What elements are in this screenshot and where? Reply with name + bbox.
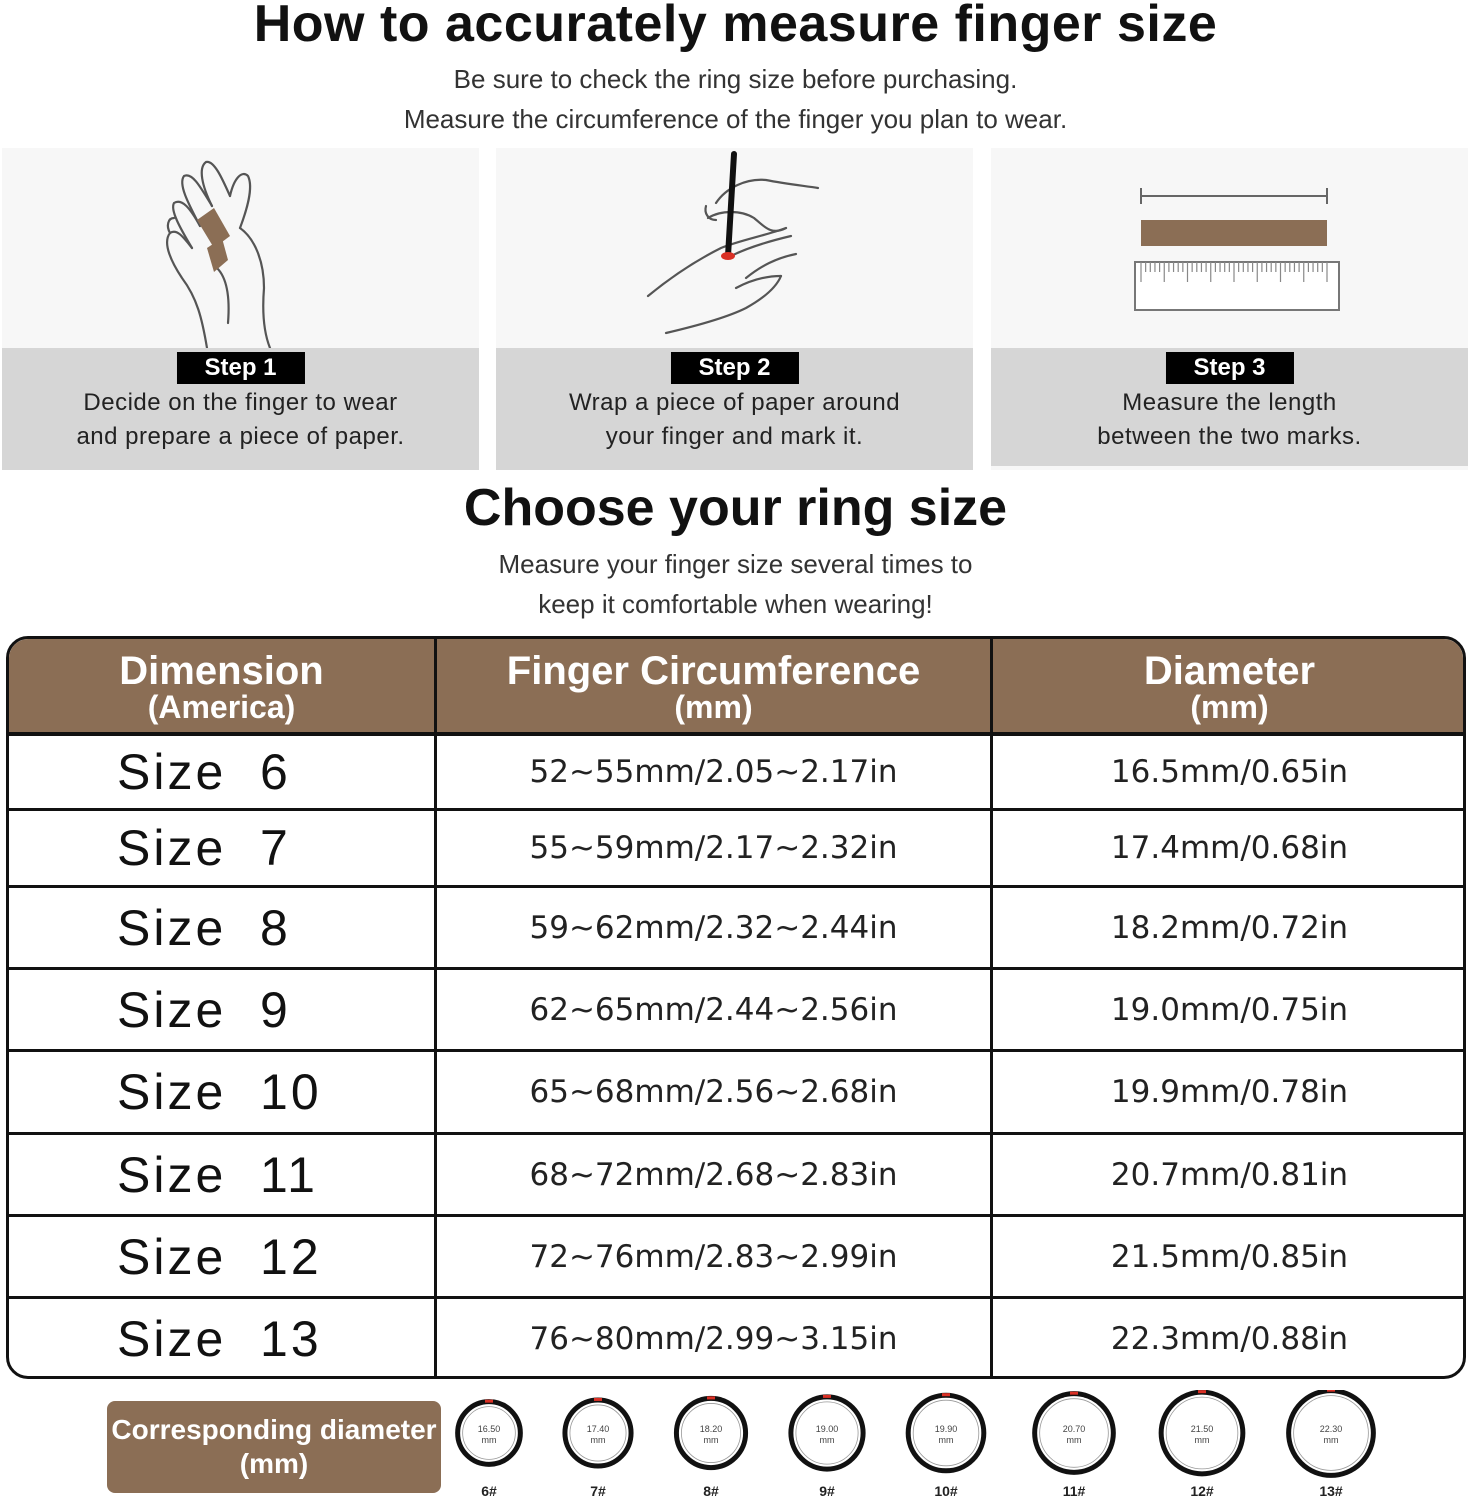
diameter-cell: 16.5mm/0.65in (1110, 754, 1349, 790)
ring-9 (791, 1395, 863, 1499)
step-3-panel (991, 148, 1468, 470)
header-circumference-sub: (mm) (674, 689, 753, 725)
size-cell: Size 6 (117, 744, 291, 800)
ring-10 (908, 1393, 984, 1499)
circumference-cell: 68~72mm/2.68~2.83in (529, 1156, 898, 1193)
step-1-line-2: and prepare a piece of paper. (76, 423, 405, 450)
step-2-line-1: Wrap a piece of paper around (568, 389, 901, 416)
ring-mark (1070, 1392, 1078, 1395)
step-3-line-1: Measure the length (1122, 389, 1337, 416)
ring-diameter-unit: mm (938, 1435, 954, 1445)
diameter-cell: 21.5mm/0.85in (1110, 1238, 1349, 1275)
ring-12 (1161, 1390, 1243, 1499)
table-row (9, 1217, 1463, 1296)
ring-mark (594, 1398, 602, 1401)
ring-7 (565, 1398, 631, 1499)
table-row (9, 1135, 1463, 1214)
ring-size-label: 10# (934, 1483, 958, 1499)
ring-diameter-value: 19.00 (815, 1424, 839, 1434)
step-2-panel (496, 148, 973, 470)
ring-6 (458, 1400, 521, 1499)
step-1-caption (2, 348, 479, 470)
header-dimension-sub: (America) (147, 689, 296, 725)
size-cell: Size 11 (117, 1146, 318, 1203)
corresponding-diameter-unit: (mm) (239, 1448, 309, 1479)
table-row (9, 1052, 1463, 1132)
diameter-cell: 19.0mm/0.75in (1110, 991, 1349, 1028)
page-title: How to accurately measure finger size (253, 0, 1218, 53)
ring-diameter-unit: mm (481, 1435, 497, 1445)
ring-mark (942, 1393, 950, 1396)
circumference-cell: 65~68mm/2.56~2.68in (529, 1074, 898, 1110)
ring-diameter-unit: mm (1066, 1435, 1082, 1445)
hand-with-paper-icon (2, 148, 479, 348)
header-diameter-sub: (mm) (1190, 689, 1269, 725)
table-row (9, 970, 1463, 1049)
ring-size-label: 7# (590, 1483, 606, 1499)
step-2-text (496, 386, 973, 454)
size-cell: Size 7 (117, 820, 291, 876)
circumference-cell: 55~59mm/2.17~2.32in (529, 830, 898, 866)
header-diameter-title: Diameter (1143, 649, 1316, 693)
table-row (9, 736, 1463, 808)
ring-diameter-value: 20.70 (1062, 1424, 1086, 1434)
ring-size-label: 11# (1062, 1483, 1086, 1499)
ring-size-label: 6# (481, 1483, 497, 1499)
ring-size-label: 13# (1319, 1483, 1343, 1499)
size-cell: Size 9 (117, 981, 291, 1038)
circumference-cell: 52~55mm/2.05~2.17in (529, 754, 898, 790)
size-cell: Size 8 (117, 899, 291, 956)
step-3-caption (991, 348, 1468, 466)
ring-diameter-unit: mm (1323, 1435, 1339, 1445)
column-divider (990, 639, 993, 1376)
ring-diameter-unit: mm (819, 1435, 835, 1445)
size-cell: Size 13 (117, 1311, 322, 1367)
ring-size-label: 8# (703, 1483, 719, 1499)
section-title: Choose your ring size (463, 479, 1008, 537)
diameter-cell: 19.9mm/0.78in (1110, 1074, 1349, 1110)
ring-diameter-unit: mm (1194, 1435, 1210, 1445)
ring-mark (485, 1400, 493, 1403)
step-2-line-2: your finger and mark it. (605, 423, 864, 450)
section-subtitle-line-2: keep it comfortable when wearing! (538, 589, 933, 619)
ring-diameter-unit: mm (590, 1435, 606, 1445)
ring-8 (676, 1396, 745, 1499)
hand-with-pen-icon (496, 148, 973, 348)
ring-size-table (6, 636, 1466, 1379)
ring-diameter-value: 21.50 (1190, 1424, 1214, 1434)
subtitle-line-1: Be sure to check the ring size before purchasing. (453, 64, 1018, 94)
header-dimension (9, 639, 434, 733)
table-header (9, 639, 1463, 733)
size-cell: Size 12 (117, 1228, 322, 1285)
header-circumference-title: Finger Circumference (506, 649, 921, 693)
section-subtitle-line-1: Measure your finger size several times to (498, 549, 973, 579)
ring-diameter-value: 19.90 (934, 1424, 958, 1434)
step-2-caption (496, 348, 973, 470)
diameter-cell: 22.3mm/0.88in (1110, 1321, 1349, 1357)
step-1-line-1: Decide on the finger to wear (83, 389, 398, 416)
ring-size-label: 12# (1190, 1483, 1214, 1499)
column-divider (434, 639, 437, 1376)
ring-size-label: 9# (819, 1483, 835, 1499)
header-circumference (437, 639, 990, 733)
subtitle-line-2: Measure the circumference of the finger you plan to wear. (403, 104, 1068, 134)
ring-mark (707, 1396, 715, 1399)
diameter-cell: 17.4mm/0.68in (1110, 830, 1349, 866)
step-1-panel (2, 148, 479, 470)
ring-diameter-unit: mm (703, 1435, 719, 1445)
circumference-cell: 72~76mm/2.83~2.99in (529, 1238, 898, 1275)
ring-diameter-value: 18.20 (699, 1424, 723, 1434)
ring-diameter-row (0, 1390, 1471, 1500)
header-diameter (993, 639, 1466, 733)
ring-mark (823, 1395, 831, 1398)
ring-11 (1035, 1392, 1114, 1499)
table-row (9, 888, 1463, 967)
ring-diameter-value: 16.50 (477, 1424, 501, 1434)
step-3-text (991, 386, 1468, 454)
step-1-text (2, 386, 479, 454)
ring-13 (1289, 1390, 1374, 1499)
circumference-cell: 62~65mm/2.44~2.56in (529, 991, 898, 1028)
ring-diameter-value: 22.30 (1319, 1424, 1343, 1434)
circumference-cell: 76~80mm/2.99~3.15in (529, 1321, 898, 1357)
table-row (9, 1299, 1463, 1379)
step-3-badge: Step 3 (1165, 352, 1293, 384)
step-3-line-2: between the two marks. (1097, 423, 1362, 450)
ruler-icon (991, 148, 1468, 348)
ring-diameter-value: 17.40 (586, 1424, 610, 1434)
step-2-badge: Step 2 (670, 352, 798, 384)
size-cell: Size 10 (117, 1064, 322, 1120)
step-1-badge: Step 1 (176, 352, 304, 384)
table-row (9, 811, 1463, 885)
ring-mark (1198, 1390, 1206, 1393)
ring-mark (1327, 1390, 1335, 1392)
header-dimension-title: Dimension (119, 649, 324, 693)
diameter-cell: 20.7mm/0.81in (1110, 1156, 1349, 1193)
diameter-cell: 18.2mm/0.72in (1110, 909, 1349, 946)
corresponding-diameter-title: Corresponding diameter (111, 1414, 437, 1445)
circumference-cell: 59~62mm/2.32~2.44in (529, 909, 898, 946)
